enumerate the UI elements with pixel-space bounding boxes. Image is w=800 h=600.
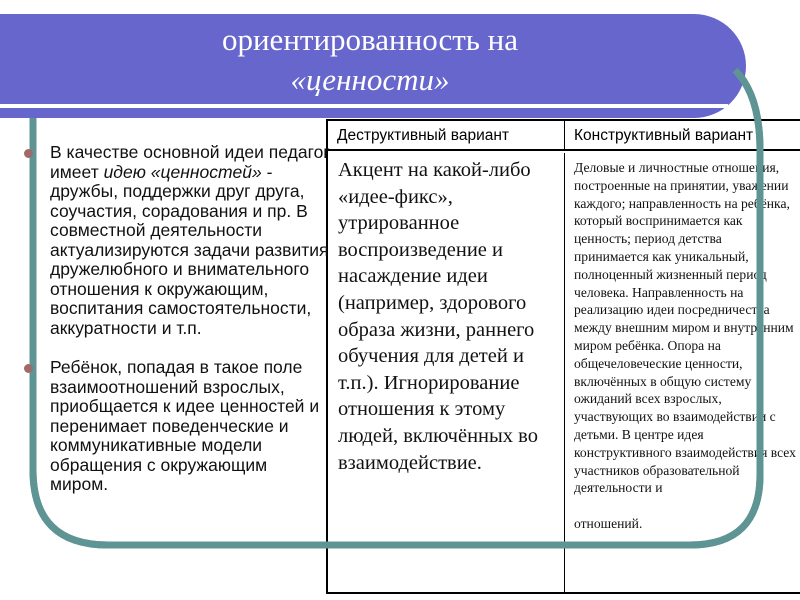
banner-divider [0, 104, 728, 108]
bullet-item [50, 143, 330, 338]
table-cell-destructive: Акцент на какой-либо «идее-фикс», утрированное воспроизведение и насаждение идеи (например, здорового образа жизни, раннего обучения для детей и т.п.). Игнорирование отношения к этому людей, включённых во взаимодействие. [328, 153, 565, 592]
bullet-text-suffix: - дружбы, поддержки друг друга, соучастия, сорадования и пр. В совместной деятельности актуализируются задачи развития дружелюбного и внимательного отношения к окружающим, воспитания самостоятельности, аккуратности и т.п. [50, 161, 329, 338]
bullet-text-emphasis: идею «ценностей» [103, 161, 262, 182]
bullet-list [50, 143, 330, 515]
table-cell-constructive [565, 153, 800, 592]
title-line-2: «ценности» [290, 62, 450, 97]
table-header-constructive: Конструктивный вариант [565, 121, 800, 151]
constructive-text-tail: отношений. [574, 516, 643, 532]
comparison-table [326, 119, 800, 594]
bullet-dot-icon [24, 149, 33, 158]
page-title [0, 20, 740, 100]
constructive-text: Деловые и личностные отношения, построенные на принятии, уважении каждого; направленность на ребёнка, который воспринимается как ценность; период детства принимается как уникальный, полноценный жизненный период человека. Направленность на реализацию идеи посредничества между внешним миром и внутренним миром ребёнка. Опора на общечеловеческие ценности, включённых в общую систему ожиданий всех взрослых, участвующих во взаимодействии с детьми. В центре идея конструктивного взаимодействия всех участников образовательной деятельности и [574, 160, 796, 496]
bullet-text: Ребёнок, попадая в такое поле взаимоотношений взрослых, приобщается к идее ценностей и перенимает поведенческие и коммуникативные модели обращения с окружающим миром. [50, 357, 320, 494]
title-line-1: ориентированность на [221, 22, 519, 57]
bullet-text-prefix: В качестве основной идеи педагог имеет [50, 142, 330, 182]
bullet-dot-icon [24, 364, 33, 373]
table-header-destructive: Деструктивный вариант [328, 121, 565, 151]
bullet-item [50, 358, 330, 495]
